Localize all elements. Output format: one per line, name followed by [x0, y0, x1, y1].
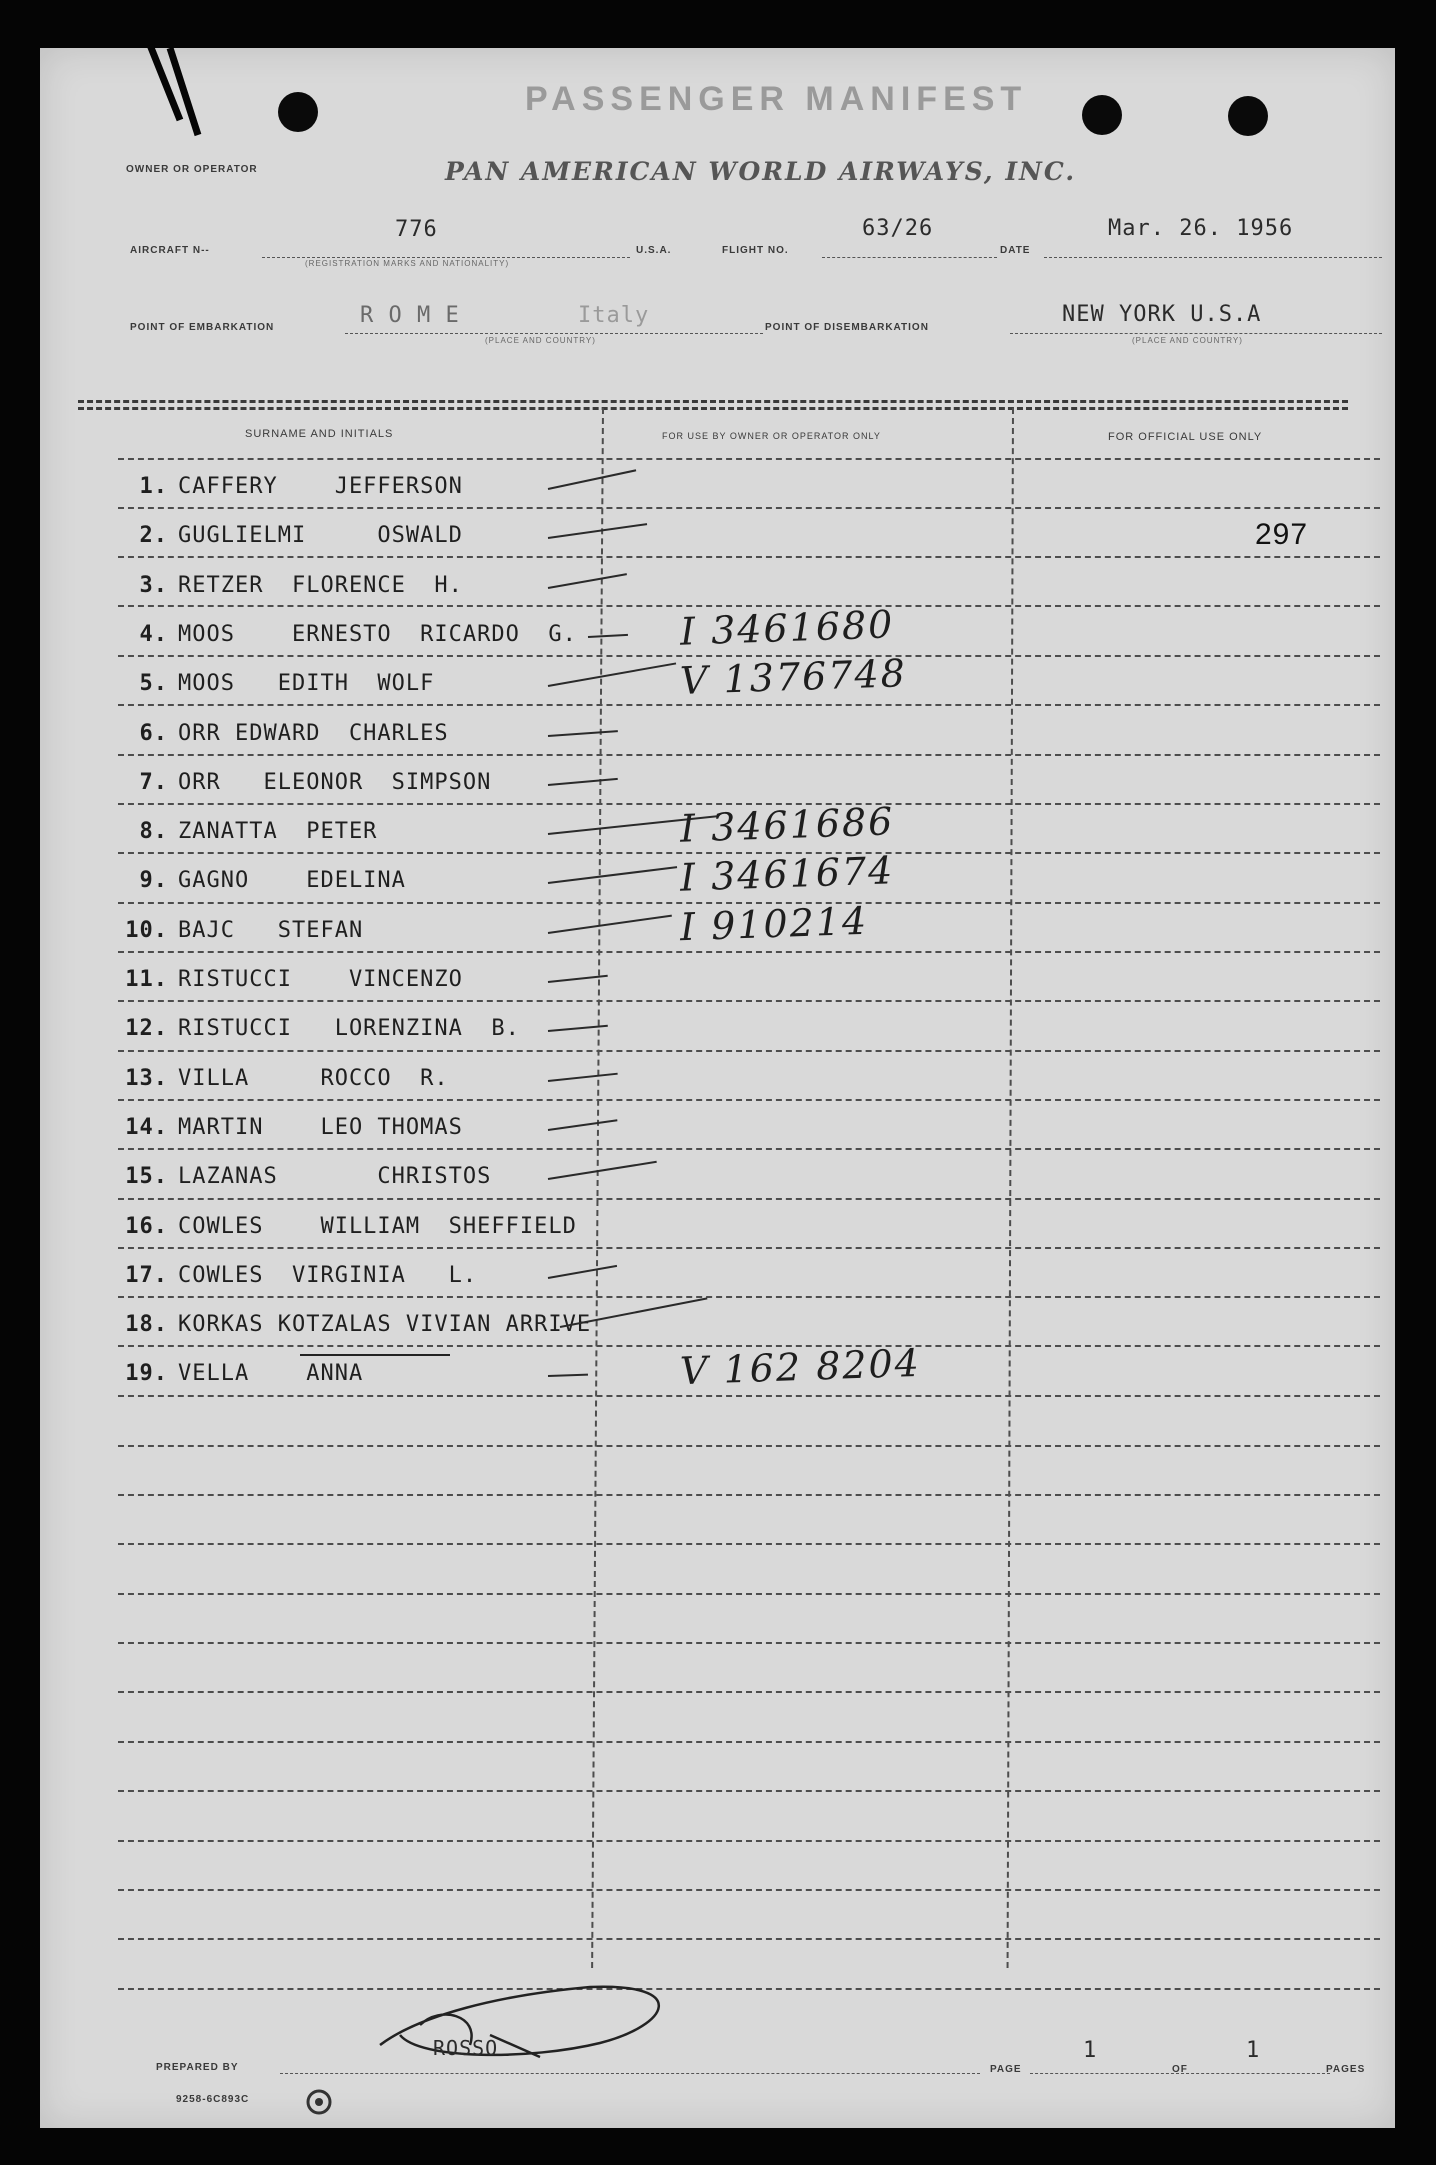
passenger-name: LAZANAS CHRISTOS	[178, 1164, 492, 1190]
ruled-line	[118, 754, 1380, 756]
passenger-row	[118, 671, 434, 696]
passenger-name: MOOS ERNESTO RICARDO G.	[178, 621, 577, 647]
date-underline	[1044, 257, 1382, 258]
ruled-line	[118, 1790, 1380, 1792]
page-label: PAGE	[990, 2064, 1022, 2075]
passenger-number: 13.	[125, 1065, 168, 1091]
passenger-name: MOOS EDITH WOLF	[178, 671, 435, 697]
page-value: 1	[1083, 2038, 1098, 2063]
passenger-number: 8.	[139, 819, 168, 845]
ruled-line	[118, 1691, 1380, 1693]
passenger-name: MARTIN LEO THOMAS	[178, 1114, 463, 1140]
punch-hole-3	[1228, 96, 1268, 136]
flight-value: 63/26	[862, 216, 934, 241]
passenger-name: RISTUCCI VINCENZO	[178, 967, 463, 992]
ruled-line	[118, 1593, 1380, 1595]
handwritten-document-number: V 162 8204	[679, 1341, 922, 1394]
passenger-name: COWLES VIRGINIA L.	[178, 1262, 478, 1288]
official-use-value: 297	[1255, 518, 1309, 552]
embarkation-underline	[345, 333, 763, 334]
handwritten-document-number: I 910214	[679, 898, 869, 949]
passenger-name: ORR ELEONOR SIMPSON	[178, 769, 492, 795]
passenger-number: 14.	[125, 1114, 168, 1140]
passenger-row	[118, 1361, 363, 1386]
passenger-number: 7.	[139, 769, 168, 795]
passenger-number: 4.	[139, 621, 168, 647]
passenger-row	[118, 819, 377, 844]
passenger-name: COWLES WILLIAM SHEFFIELD	[178, 1213, 577, 1239]
punch-hole-1	[278, 92, 318, 132]
table-top-rule-2	[78, 407, 1348, 410]
handwritten-document-number: I 3461686	[679, 799, 896, 851]
passenger-row	[118, 573, 463, 598]
ruled-line	[118, 1296, 1380, 1298]
ruled-line	[118, 1247, 1380, 1249]
of-value: 1	[1246, 2038, 1261, 2063]
passenger-name: ORR EDWARD CHARLES	[178, 720, 449, 746]
passenger-number: 9.	[139, 868, 168, 894]
passenger-row	[118, 1115, 463, 1140]
page-underline	[1030, 2073, 1330, 2074]
passenger-row	[118, 721, 449, 746]
ruled-line	[118, 458, 1380, 460]
passenger-number: 18.	[125, 1312, 168, 1338]
handwritten-document-number: I 3461674	[679, 848, 896, 901]
aircraft-underline	[262, 257, 630, 258]
passenger-row	[118, 1066, 449, 1091]
passenger-row	[118, 622, 577, 647]
passenger-row	[118, 1263, 477, 1288]
prepared-by-label: PREPARED BY	[156, 2062, 239, 2073]
passenger-row	[118, 1312, 591, 1337]
header-title: PASSENGER MANIFEST	[525, 80, 1028, 118]
form-code: 9258-6C893C	[176, 2094, 250, 2105]
ruled-line	[118, 1938, 1380, 1940]
handwritten-document-number: I 3461680	[679, 602, 896, 654]
ruled-line	[118, 1840, 1380, 1842]
aircraft-label: AIRCRAFT N--	[130, 245, 210, 256]
ruled-line	[118, 1445, 1380, 1447]
of-label: OF	[1172, 2064, 1188, 2075]
punch-hole-2	[1082, 95, 1122, 135]
flight-label: FLIGHT NO.	[722, 245, 789, 256]
ruled-line	[118, 951, 1380, 953]
ruled-line	[118, 1543, 1380, 1545]
passenger-name: GAGNO EDELINA	[178, 868, 406, 894]
ruled-line	[118, 1198, 1380, 1200]
ruled-line	[118, 1148, 1380, 1150]
ruled-line	[118, 1988, 1380, 1990]
passenger-number: 1.	[139, 474, 168, 499]
preparer-signature	[360, 1965, 700, 2085]
column-header-owner-use: FOR USE BY OWNER OR OPERATOR ONLY	[662, 431, 881, 441]
ruled-line	[118, 1741, 1380, 1743]
passenger-row	[118, 918, 363, 943]
registration-sublabel: (REGISTRATION MARKS AND NATIONALITY)	[305, 259, 510, 268]
passenger-name: BAJC STEFAN	[178, 917, 364, 943]
aircraft-value: 776	[395, 217, 438, 242]
corner-pen-mark	[140, 40, 260, 150]
passenger-number: 16.	[125, 1213, 168, 1239]
passenger-number: 5.	[139, 671, 168, 697]
passenger-number: 19.	[125, 1361, 168, 1387]
embarkation-label: POINT OF EMBARKATION	[130, 322, 275, 333]
passenger-row	[118, 770, 491, 795]
passenger-number: 15.	[125, 1164, 168, 1190]
ruled-line	[118, 1099, 1380, 1101]
passenger-number: 11.	[125, 967, 168, 992]
place-sublabel-left: (PLACE AND COUNTRY)	[485, 336, 596, 345]
passenger-row	[118, 474, 463, 499]
column-header-official-use: FOR OFFICIAL USE ONLY	[1108, 431, 1263, 443]
ruled-line	[118, 704, 1380, 706]
passenger-name: RISTUCCI LORENZINA B.	[178, 1016, 520, 1042]
prepared-by-value: ROSSO	[433, 2036, 499, 2060]
embarkation-country: Italy	[578, 303, 650, 328]
place-sublabel-right: (PLACE AND COUNTRY)	[1132, 336, 1243, 345]
passenger-row	[118, 1016, 520, 1041]
pages-label: PAGES	[1326, 2064, 1366, 2075]
ruled-line	[118, 1000, 1380, 1002]
column-header-surname: SURNAME AND INITIALS	[245, 428, 394, 440]
passenger-number: 10.	[125, 917, 168, 943]
disembarkation-label: POINT OF DISEMBARKATION	[765, 322, 929, 333]
handwritten-document-number: V 1376748	[679, 651, 908, 704]
passenger-name: RETZER FLORENCE H.	[178, 572, 463, 598]
passenger-row	[118, 1164, 491, 1189]
passenger-name: GUGLIELMI OSWALD	[178, 523, 463, 549]
passenger-name: KORKAS KOTZALAS VIVIAN ARRIVE	[178, 1312, 592, 1338]
passenger-number: 12.	[125, 1016, 168, 1042]
flight-underline	[822, 257, 997, 258]
passenger-row	[118, 967, 463, 992]
passenger-name: ZANATTA PETER	[178, 819, 378, 845]
table-top-rule	[78, 400, 1348, 403]
usa-label: U.S.A.	[636, 245, 672, 256]
passenger-name: VILLA ROCCO R.	[178, 1065, 449, 1091]
ruled-line	[118, 1494, 1380, 1496]
passenger-name: CAFFERY JEFFERSON	[178, 474, 463, 499]
passenger-number: 17.	[125, 1262, 168, 1288]
ruled-line	[118, 1050, 1380, 1052]
disembarkation-value: NEW YORK U.S.A	[1062, 302, 1262, 327]
ruled-line	[118, 507, 1380, 509]
ruled-line	[118, 1395, 1380, 1397]
date-value: Mar. 26. 1956	[1108, 216, 1294, 241]
ruled-line	[118, 1642, 1380, 1644]
owner-label: OWNER OR OPERATOR	[126, 164, 258, 175]
passenger-number: 6.	[139, 720, 168, 746]
passenger-row	[118, 1214, 577, 1239]
passenger-row	[118, 868, 406, 893]
underline-kotzalas	[300, 1354, 450, 1356]
passenger-number: 2.	[139, 523, 168, 549]
disembarkation-underline	[1010, 333, 1382, 334]
passenger-row	[118, 523, 463, 548]
owner-value: PAN AMERICAN WORLD AIRWAYS, INC.	[445, 157, 1077, 186]
embarkation-value: R O M E	[360, 303, 460, 328]
date-label: DATE	[1000, 245, 1031, 256]
passenger-name: VELLA ANNA	[178, 1361, 364, 1387]
passenger-number: 3.	[139, 572, 168, 598]
ruled-line	[118, 556, 1380, 558]
union-bug-icon	[305, 2088, 333, 2116]
ruled-line	[118, 1889, 1380, 1891]
